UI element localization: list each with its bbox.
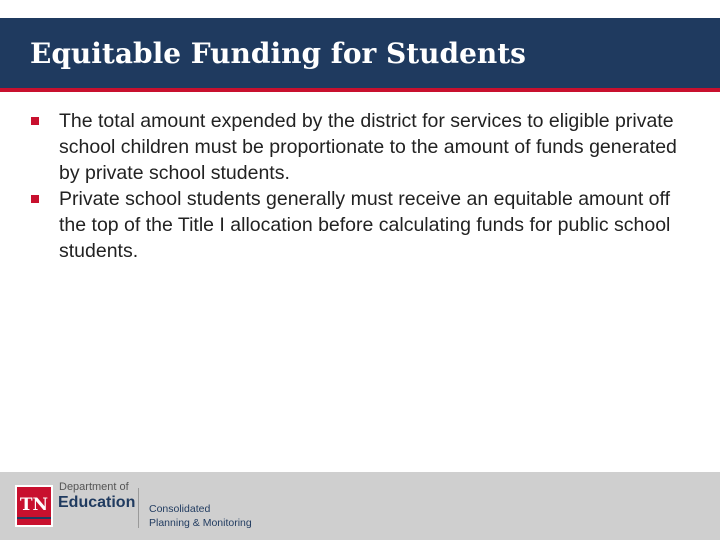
title-bar xyxy=(0,18,720,92)
title-accent-stripe xyxy=(0,88,720,92)
footer-divider xyxy=(138,488,139,528)
footer xyxy=(0,472,720,540)
slide-title: Equitable Funding for Students xyxy=(30,37,526,70)
tn-logo xyxy=(15,485,53,527)
tn-logo-text: TN xyxy=(19,495,49,515)
bullet-text: Private school students generally must receive an equitable amount off the top of the Title I allocation before calculating funds for public school students. xyxy=(59,188,671,262)
bullet-list xyxy=(30,108,690,264)
department-label: Department of xyxy=(59,481,129,493)
bullet-text: The total amount expended by the district for services to eligible private school children must be proportionate to the amount of funds generated by private school students. xyxy=(59,110,677,184)
office-label-line1: Consolidated xyxy=(149,503,211,515)
office-label-line2: Planning & Monitoring xyxy=(149,517,252,529)
square-bullet-icon xyxy=(31,195,39,203)
bullet-item xyxy=(30,186,690,264)
tn-logo-rule xyxy=(17,517,51,519)
department-name: Education xyxy=(58,494,136,511)
bullet-item xyxy=(30,108,690,186)
square-bullet-icon xyxy=(31,117,39,125)
